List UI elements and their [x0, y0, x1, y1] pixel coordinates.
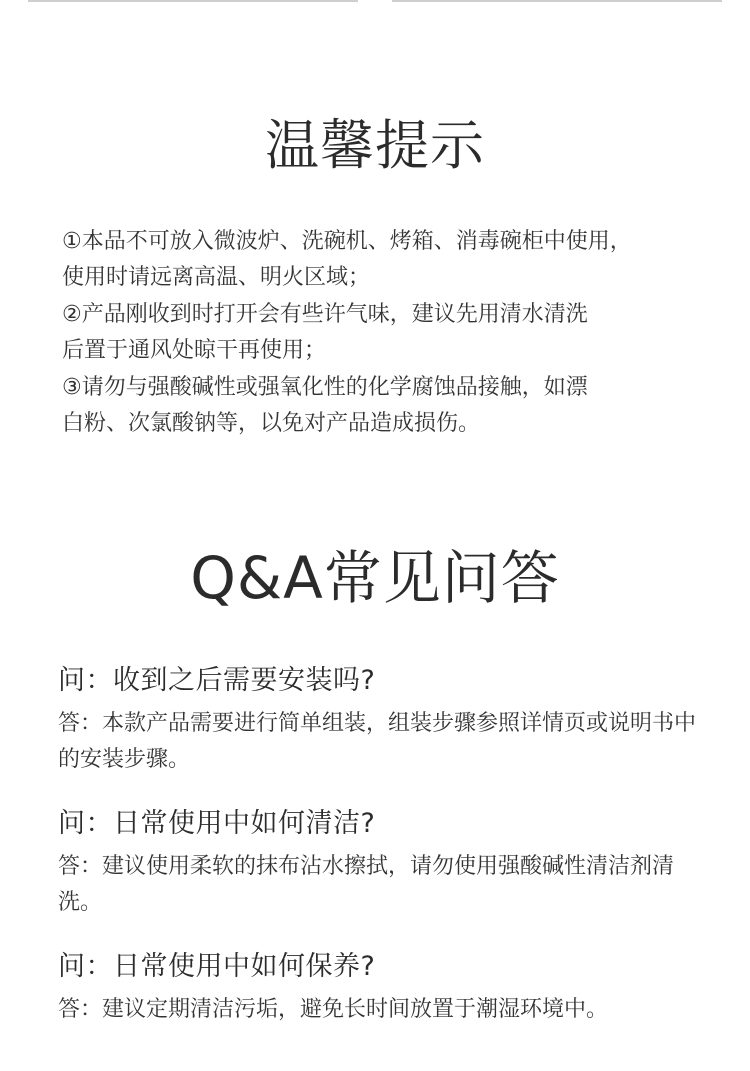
tips-line: ②产品刚收到时打开会有些许气味，建议先用清水清洗 — [62, 301, 588, 327]
qa-item — [58, 662, 708, 778]
tips-title: 温馨提示 — [265, 114, 485, 177]
qa-answer: 答：建议使用柔软的抹布沾水擦拭，请勿使用强酸碱性清洁剂清洗。 — [58, 854, 675, 915]
qa-question: 问：收到之后需要安装吗? — [58, 665, 376, 696]
top-divider-right — [392, 0, 722, 2]
qa-answer: 答：本款产品需要进行简单组装，组装步骤参照详情页或说明书中的安装步骤。 — [58, 711, 697, 772]
top-divider-left — [28, 0, 358, 2]
tips-line: ①本品不可放入微波炉、洗碗机、烤箱、消毒碗柜中使用， — [62, 229, 632, 254]
qa-question: 问：日常使用中如何清洁? — [58, 808, 376, 839]
qa-item — [58, 805, 708, 921]
tips-line: 使用时请远离高温、明火区域； — [62, 265, 371, 291]
tips-line: ③请勿与强酸碱性或强氧化性的化学腐蚀品接触，如漂 — [62, 374, 588, 400]
qa-question: 问：日常使用中如何保养? — [58, 951, 376, 982]
qa-answer: 答：建议定期清洁污垢，避免长时间放置于潮湿环境中。 — [58, 997, 609, 1022]
tips-line: 后置于通风处晾干再使用； — [62, 338, 327, 364]
tips-body — [62, 224, 702, 442]
qa-item — [58, 948, 708, 1028]
tips-line: 白粉、次氯酸钠等，以免对产品造成损伤。 — [62, 411, 481, 437]
qa-title: Q&A常见问答 — [190, 544, 560, 612]
